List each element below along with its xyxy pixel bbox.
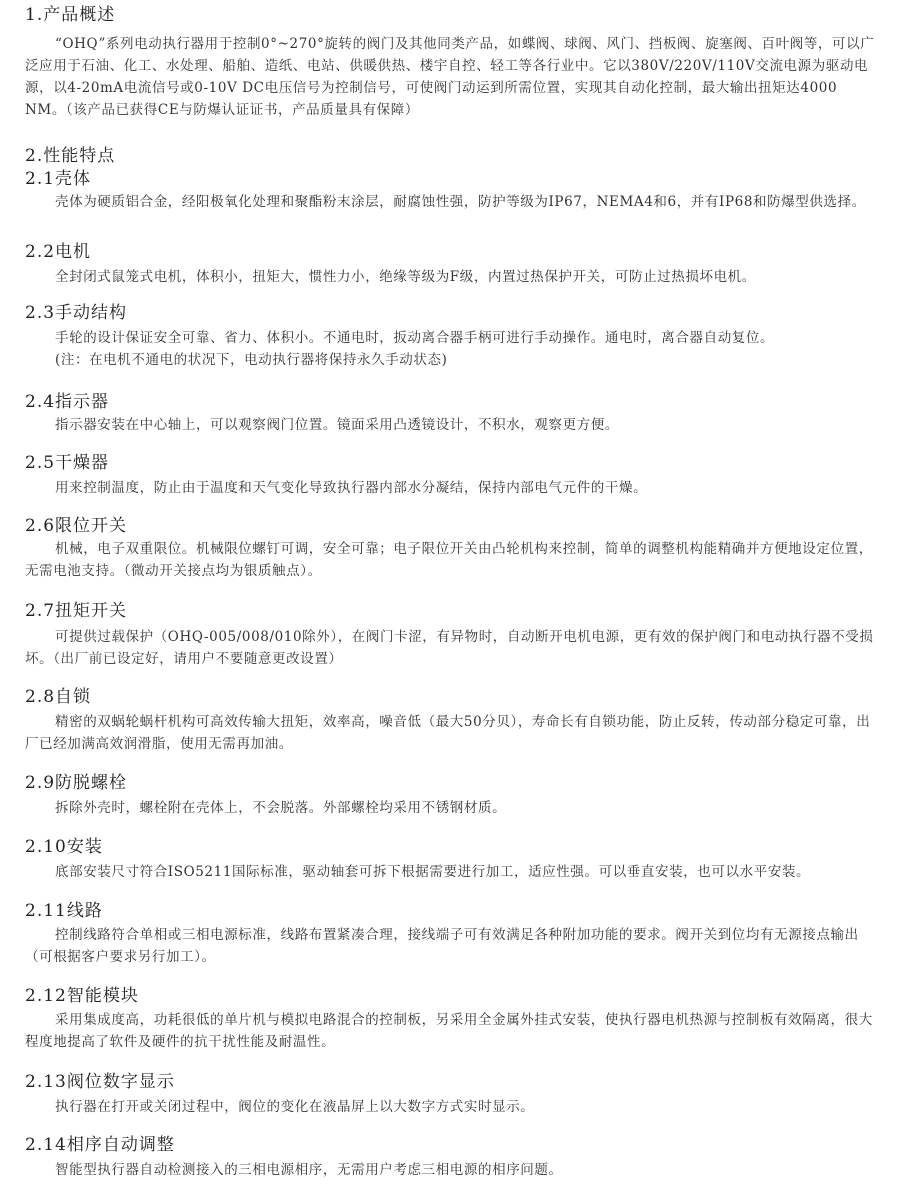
section-title-2-8: 2.8自锁 — [25, 687, 92, 707]
section-title-2-13: 2.13阀位数字显示 — [25, 1072, 175, 1092]
section-title-2-3: 2.3手动结构 — [25, 303, 128, 323]
paragraph-2-14-text: 智能型执行器自动检测接入的三相电源相序，无需用户考虑三相电源的相序问题。 — [55, 1162, 563, 1178]
paragraph-2-1 — [25, 191, 880, 213]
paragraph-2-5-text: 用来控制温度，防止由于温度和天气变化导致执行器内部水分凝结，保持内部电气元件的干燥。 — [55, 480, 648, 496]
section-title-2-9: 2.9防脱螺栓 — [25, 773, 128, 793]
section-title-overview: 1.产品概述 — [25, 5, 116, 25]
paragraph-2-4 — [25, 414, 880, 436]
paragraph-2-2 — [25, 266, 880, 288]
paragraph-2-13-text: 执行器在打开或关闭过程中，阀位的变化在液晶屏上以大数字方式实时显示。 — [55, 1099, 535, 1115]
paragraph-2-5 — [25, 477, 880, 499]
paragraph-2-7 — [25, 626, 880, 670]
paragraph-2-3-note — [25, 349, 880, 371]
paragraph-2-9-text: 拆除外壳时，螺栓附在壳体上，不会脱落。外部螺栓均采用不锈钢材质。 — [55, 800, 507, 816]
section-title-2-10: 2.10安装 — [25, 837, 103, 857]
paragraph-overview-text: “OHQ”系列电动执行器用于控制0°~270°旋转的阀门及其他同类产品，如蝶阀、球阀、风门、挡板阀、旋塞阀、百叶阀等，可以广泛应用于石油、化工、水处理、船舶、造纸、电站、供暖供热、楼宇自控、轻工等各行业中。它以380V/220V/110V交流电源为驱动电源，以4-20mA电流信号或0-10V DC电压信号为控制信号，可使阀门动运到所需位置，实现其自动化控制，最大输出扭矩达4000 NM。（该产品已获得CE与防爆认证证书，产品质量具有保障） — [25, 36, 875, 118]
section-title-2-5: 2.5干燥器 — [25, 453, 110, 473]
paragraph-2-3-note-text: (注：在电机不通电的状况下，电动执行器将保持永久手动状态) — [55, 352, 448, 368]
section-title-2-11: 2.11线路 — [25, 901, 103, 921]
paragraph-2-8 — [25, 711, 880, 755]
section-title-features: 2.性能特点 — [25, 146, 116, 166]
paragraph-overview — [25, 33, 880, 121]
paragraph-2-9 — [25, 797, 880, 819]
paragraph-2-8-text: 精密的双蜗轮蜗杆机构可高效传输大扭矩，效率高，噪音低（最大50分贝），寿命长有自锁功能，防止反转，传动部分稳定可靠，出厂已经加满高效润滑脂，使用无需再加油。 — [25, 714, 871, 752]
paragraph-2-10 — [25, 861, 880, 883]
section-title-2-12: 2.12智能模块 — [25, 986, 139, 1006]
paragraph-2-6-text: 机械，电子双重限位。机械限位螺钉可调，安全可靠；电子限位开关由凸轮机构来控制，简单的调整机构能精确并方便地设定位置，无需电池支持。（微动开关接点均为银质触点）。 — [25, 541, 873, 579]
paragraph-2-13 — [25, 1096, 880, 1118]
section-title-2-14: 2.14相序自动调整 — [25, 1135, 175, 1155]
paragraph-2-11 — [25, 924, 880, 968]
paragraph-2-11-text: 控制线路符合单相或三相电源标准，线路布置紧凑合理，接线端子可有效满足各种附加功能的要求。阀开关到位均有无源接点输出（可根据客户要求另行加工）。 — [25, 927, 859, 965]
paragraph-2-12-text: 采用集成度高，功耗很低的单片机与模拟电路混合的控制板，另采用全金属外挂式安装，使执行器电机热源与控制板有效隔离，很大程度地提高了软件及硬件的抗干扰性能及耐温性。 — [25, 1012, 873, 1050]
paragraph-2-7-text: 可提供过载保护（OHQ-005/008/010除外），在阀门卡涩，有异物时，自动断开电机电源，更有效的保护阀门和电动执行器不受损坏。（出厂前已设定好，请用户不要随意更改设置） — [25, 629, 874, 667]
section-title-2-7: 2.7扭矩开关 — [25, 601, 128, 621]
paragraph-2-10-text: 底部安装尺寸符合ISO5211国际标准，驱动轴套可拆下根据需要进行加工，适应性强。可以垂直安装，也可以水平安装。 — [55, 864, 811, 880]
paragraph-2-2-text: 全封闭式鼠笼式电机，体积小，扭矩大，惯性力小，绝缘等级为F级，内置过热保护开关，可防止过热损坏电机。 — [55, 269, 756, 285]
paragraph-2-3 — [25, 327, 880, 349]
paragraph-2-3-text: 手轮的设计保证安全可靠、省力、体积小。不通电时，扳动离合器手柄可进行手动操作。通电时，离合器自动复位。 — [55, 330, 775, 346]
section-title-2-4: 2.4指示器 — [25, 392, 110, 412]
section-title-2-2: 2.2电机 — [25, 242, 92, 262]
paragraph-2-6 — [25, 538, 880, 582]
paragraph-2-1-text: 壳体为硬质铝合金，经阳极氧化处理和聚酯粉末涂层，耐腐蚀性强，防护等级为IP67，NEMA4和6，并有IP68和防爆型供选择。 — [55, 194, 866, 210]
paragraph-2-4-text: 指示器安装在中心轴上，可以观察阀门位置。镜面采用凸透镜设计，不积水，观察更方便。 — [55, 417, 619, 433]
paragraph-2-12 — [25, 1009, 880, 1053]
paragraph-2-14 — [25, 1159, 880, 1181]
section-title-2-6: 2.6限位开关 — [25, 516, 128, 536]
section-title-2-1: 2.1壳体 — [25, 169, 92, 189]
